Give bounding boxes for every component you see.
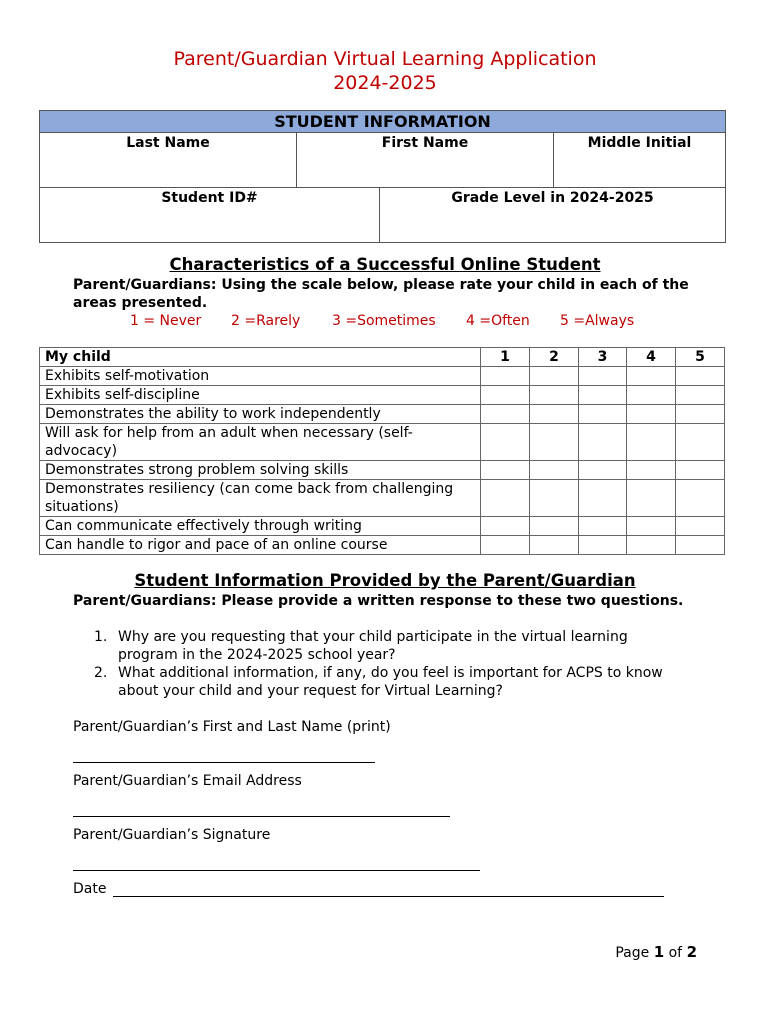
rating-cell[interactable] [676,405,725,424]
parent-email-line[interactable] [73,816,450,817]
rating-header-row [40,348,725,367]
column-4: 4 [627,348,676,367]
list-item [90,628,690,664]
question-number: 1. [94,629,108,645]
rating-cell[interactable] [530,405,579,424]
rating-table [39,347,725,555]
rating-cell[interactable] [627,480,676,517]
rating-cell[interactable] [481,424,530,461]
page-total: 2 [686,943,697,961]
parent-section-instruction: Parent/Guardians: Please provide a written response to these two questions. [73,593,684,609]
row-label: Can communicate effectively through writing [40,517,481,536]
rating-cell[interactable] [676,386,725,405]
page-word: Page [615,945,650,961]
rating-cell[interactable] [530,480,579,517]
characteristics-title: Characteristics of a Successful Online Student [169,255,601,274]
rating-cell[interactable] [676,461,725,480]
row-label: Exhibits self-discipline [40,386,481,405]
my-child-label: My child [40,348,481,367]
document-year: 2024-2025 [333,72,437,94]
rating-cell[interactable] [530,386,579,405]
page-number: 1 [653,943,665,961]
date-label: Date [73,881,107,897]
table-row [40,461,725,480]
student-id-field[interactable]: Student ID# [40,188,380,243]
question-text: Why are you requesting that your child participate in the virtual learning program in the 2024-2025 school year? [118,629,628,663]
page-footer [615,943,697,962]
parent-signature-line[interactable] [73,870,480,871]
rating-cell[interactable] [481,405,530,424]
question-number: 2. [94,665,108,681]
rating-cell[interactable] [579,405,627,424]
rating-cell[interactable] [530,461,579,480]
rating-cell[interactable] [579,367,627,386]
table-row [40,386,725,405]
rating-cell[interactable] [676,480,725,517]
parent-name-label: Parent/Guardian’s First and Last Name (print) [73,719,391,735]
rating-cell[interactable] [579,386,627,405]
rating-cell[interactable] [627,424,676,461]
column-1: 1 [481,348,530,367]
rating-cell[interactable] [676,517,725,536]
rating-cell[interactable] [627,536,676,555]
rating-cell[interactable] [481,367,530,386]
row-label: Demonstrates strong problem solving skills [40,461,481,480]
student-information-table [39,110,726,243]
rating-cell[interactable] [579,461,627,480]
rating-cell[interactable] [530,424,579,461]
row-label: Demonstrates the ability to work independently [40,405,481,424]
question-text: What additional information, if any, do you feel is important for ACPS to know about your child and your request for Virtual Learning? [118,665,663,699]
rating-cell[interactable] [481,386,530,405]
rating-instruction: Parent/Guardians: Using the scale below, please rate your child in each of the areas presented. [73,277,689,311]
column-3: 3 [579,348,627,367]
scale-often: 4 =Often [466,313,530,329]
row-label: Will ask for help from an adult when necessary (self-advocacy) [40,424,481,461]
parent-name-line[interactable] [73,762,375,763]
table-row [40,536,725,555]
student-information-header: STUDENT INFORMATION [40,111,726,133]
rating-cell[interactable] [481,461,530,480]
scale-rarely: 2 =Rarely [231,313,301,329]
rating-cell[interactable] [627,461,676,480]
rating-cell[interactable] [481,480,530,517]
question-list [90,628,690,700]
table-row [40,405,725,424]
grade-level-field[interactable]: Grade Level in 2024-2025 [380,188,726,243]
date-line[interactable] [113,896,664,897]
table-row [40,367,725,386]
row-label: Demonstrates resiliency (can come back from challenging situations) [40,480,481,517]
rating-cell[interactable] [579,536,627,555]
rating-cell[interactable] [481,517,530,536]
rating-cell[interactable] [481,536,530,555]
rating-cell[interactable] [676,367,725,386]
rating-cell[interactable] [579,480,627,517]
parent-section-title: Student Information Provided by the Parent/Guardian [134,571,636,590]
table-row [40,517,725,536]
table-row [40,480,725,517]
of-word: of [668,945,683,961]
parent-signature-label: Parent/Guardian’s Signature [73,827,271,843]
rating-cell[interactable] [627,405,676,424]
first-name-field[interactable]: First Name [297,133,554,188]
rating-cell[interactable] [530,536,579,555]
rating-cell[interactable] [627,386,676,405]
document-title: Parent/Guardian Virtual Learning Application [173,48,597,70]
parent-email-label: Parent/Guardian’s Email Address [73,773,302,789]
scale-always: 5 =Always [560,313,635,329]
list-item [90,664,690,700]
row-label: Can handle to rigor and pace of an online course [40,536,481,555]
rating-cell[interactable] [579,517,627,536]
rating-cell[interactable] [627,517,676,536]
rating-cell[interactable] [627,367,676,386]
column-2: 2 [530,348,579,367]
last-name-field[interactable]: Last Name [40,133,297,188]
rating-cell[interactable] [579,424,627,461]
scale-sometimes: 3 =Sometimes [332,313,436,329]
table-row [40,424,725,461]
column-5: 5 [676,348,725,367]
rating-cell[interactable] [676,424,725,461]
middle-initial-field[interactable]: Middle Initial [554,133,726,188]
rating-cell[interactable] [676,536,725,555]
row-label: Exhibits self-motivation [40,367,481,386]
rating-cell[interactable] [530,517,579,536]
scale-never: 1 = Never [130,313,202,329]
rating-cell[interactable] [530,367,579,386]
